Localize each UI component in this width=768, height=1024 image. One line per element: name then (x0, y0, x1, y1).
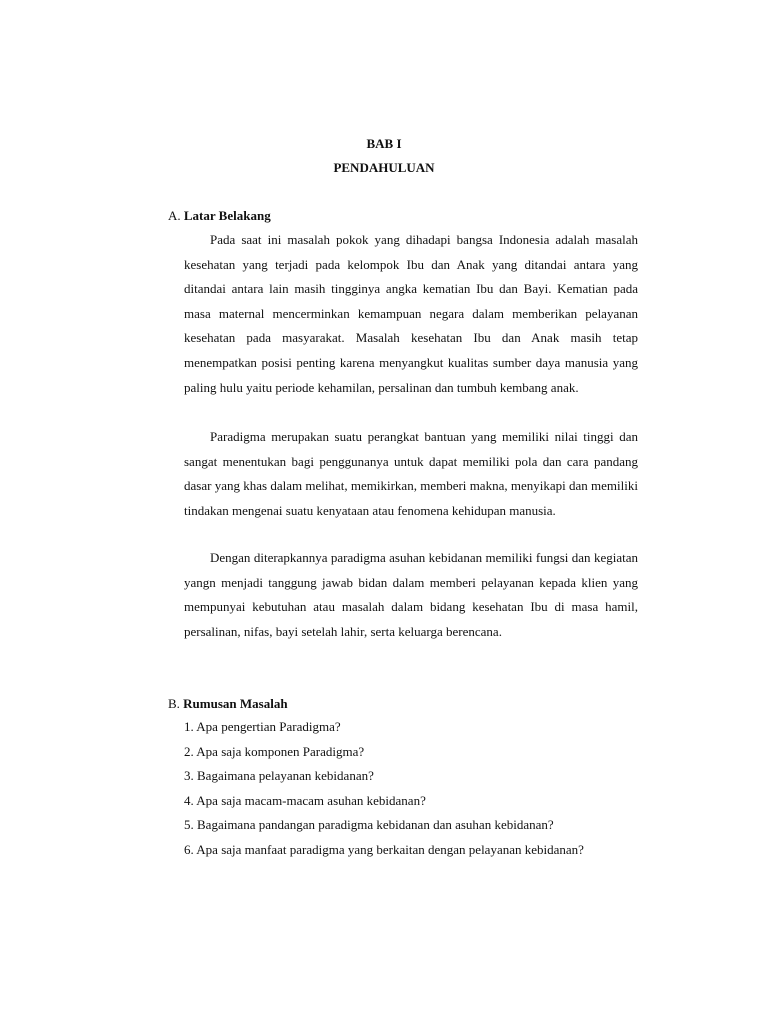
section-b-title: Rumusan Masalah (183, 696, 288, 711)
section-b-letter: B. (168, 696, 180, 711)
list-item: 1. Apa pengertian Paradigma? (184, 719, 341, 734)
list-item: 5. Bagaimana pandangan paradigma kebidanan dan asuhan kebidanan? (184, 817, 554, 833)
list-item: 4. Apa saja macam-macam asuhan kebidanan? (184, 792, 426, 808)
section-b-heading (168, 696, 288, 712)
paragraph-2: Paradigma merupakan suatu perangkat bantuan yang memiliki nilai tinggi dan sangat menentukan bagi penggunanya untuk dapat memiliki pola dan cara pandang dasar yang khas dalam melihat, memikirkan, memberi makna, menyikapi dan memiliki tindakan mengenai suatu kenyataan atau fenomena kehidupan manusia. (184, 429, 638, 518)
problem-list (184, 715, 584, 863)
section-a-letter: A. (168, 208, 181, 223)
section-a-title: Latar Belakang (183, 208, 271, 223)
paragraph-3: Dengan diterapkannya paradigma asuhan kebidanan memiliki fungsi dan kegiatan yangn menjadi tanggung jawab bidan dalam memberi pelayanan kepada klien yang mempunyai kebutuhan atau masalah dalam bidang kesehatan Ibu di masa hamil, persalinan, nifas, bayi setelah lahir, serta keluarga berencana. (184, 550, 638, 639)
paragraph-1: Pada saat ini masalah pokok yang dihadapi bangsa Indonesia adalah masalah kesehatan yang terjadi pada kelompok Ibu dan Anak yang ditandai antara yang ditandai antara lain masih tingginya angka kematian Ibu dan Bayi. Kematian pada masa maternal mencerminkan kemampuan negara dalam memberikan pelayanan kesehatan pada masyarakat. Masalah kesehatan Ibu dan Anak masih tetap menempatkan posisi penting karena menyangkut kualitas sumber daya manusia yang paling hulu yaitu periode kehamilan, persalinan dan tumbuh kembang anak. (184, 232, 638, 395)
list-item: 6. Apa saja manfaat paradigma yang berkaitan dengan pelayanan kebidanan? (184, 841, 584, 857)
section-a-heading (168, 208, 271, 224)
chapter-label: BAB I (366, 136, 402, 151)
list-item: 3. Bagaimana pelayanan kebidanan? (184, 768, 374, 784)
list-item: 2. Apa saja komponen Paradigma? (184, 743, 365, 759)
chapter-title: PENDAHULUAN (333, 160, 435, 175)
